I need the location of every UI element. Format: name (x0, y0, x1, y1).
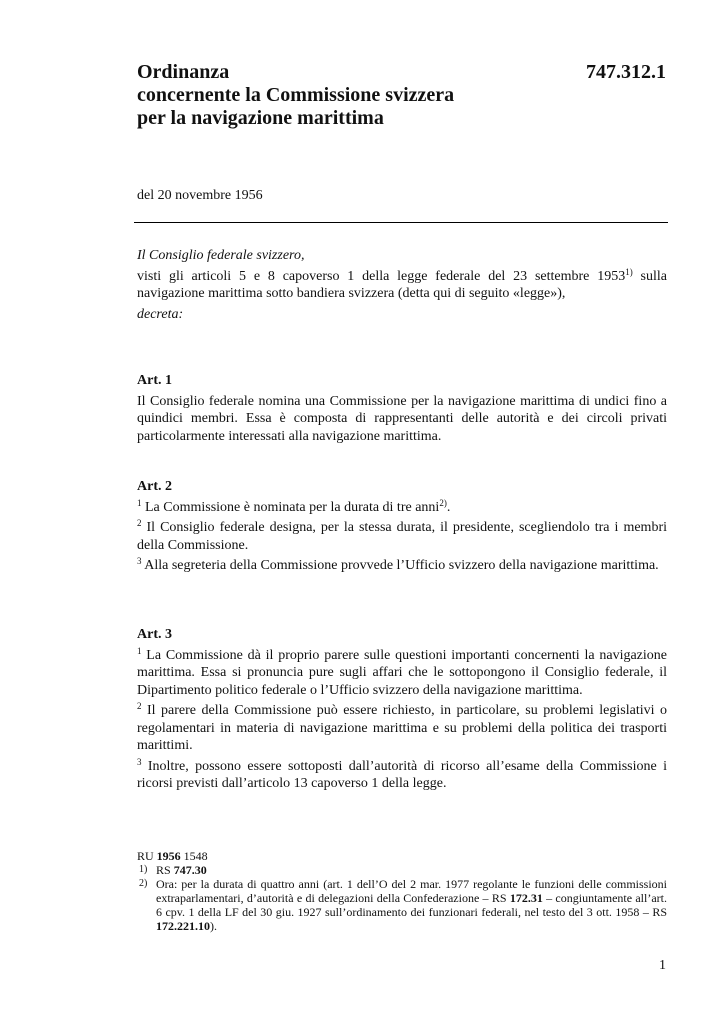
title-line-2: concernente la Commissione svizzera (137, 84, 455, 106)
para-text: Il parere della Commissione può essere richiesto, in particolare, su problemi legislativi o regolamentari in materia di navigazione marittima e su problemi della politica dei trasporti marittimi. (137, 703, 667, 753)
article-3-para-1 (137, 647, 667, 700)
page-number: 1 (659, 958, 666, 973)
article-1 (137, 372, 667, 448)
title-line-3: per la navigazione marittima (137, 107, 384, 129)
para-number: 3 (137, 756, 142, 767)
para-number: 2 (137, 518, 142, 528)
article-2-para-2 (137, 519, 667, 554)
para-text: La Commissione è nominata per la durata di tre anni (141, 499, 440, 515)
footnote-ref-2[interactable]: 2) (439, 497, 447, 508)
para-number: 3 (137, 556, 142, 566)
preamble-visti-b: sulla navigazione marittima sotto bandiera svizzera (detta qui di seguito «legge»), (137, 268, 667, 301)
footnote-2-text (156, 877, 667, 933)
preamble-visti-a: visti gli articoli 5 e 8 capoverso 1 della legge federale del 23 settembre 1953 (137, 268, 626, 284)
fn2-rs-ref-2[interactable]: 172.221.10 (156, 919, 210, 933)
preamble-authority: Il Consiglio federale svizzero, (137, 248, 305, 263)
footnote-ref-1[interactable]: 1) (625, 266, 633, 277)
article-3-para-2 (137, 702, 667, 755)
preamble-decreta: decreta: (137, 306, 184, 322)
preamble (137, 247, 667, 326)
article-2-para-1 (137, 499, 667, 517)
footnote-2 (137, 877, 667, 933)
para-number: 1 (137, 645, 142, 656)
fn2-part-a: Ora: per la durata di quattro anni (art. 1 dell’O del 2 mar. 1977 regolante le funzioni delle commissioni extraparlamentari, d’autorità e di delegazioni della Confederazione – RS (156, 877, 667, 905)
footnote-2-mark: 2) (139, 878, 148, 889)
fn2-rs-ref-1[interactable]: 172.31 (509, 891, 543, 905)
fn2-part-c: ). (210, 919, 217, 933)
ru-year: 1956 (156, 849, 181, 863)
preamble-visti (137, 268, 667, 303)
ru-prefix: RU (137, 849, 157, 863)
footnote-1 (137, 863, 667, 877)
para-end: . (446, 499, 451, 515)
fn2-part-b: – congiuntamente all’art. 6 cpv. 1 della LF del 30 giu. 1927 sull’ordinamento dei funzionari federali, nel testo del 3 ott. 1958 – RS (156, 891, 667, 919)
footnotes (137, 849, 667, 933)
title-line-1: Ordinanza (137, 61, 230, 83)
article-2-para-3 (137, 557, 667, 575)
article-1-heading: Art. 1 (137, 373, 172, 388)
article-2-heading: Art. 2 (137, 479, 172, 494)
document-date: del 20 novembre 1956 (137, 188, 263, 203)
article-1-text: Il Consiglio federale nomina una Commissione per la navigazione marittima di undici fino a quindici membri. Essa è composta di rappresentanti delle autorità e dei circoli privati particolarmente interessati alla navigazione marittima. (137, 393, 667, 444)
fn1-rs-ref[interactable]: 747.30 (173, 863, 207, 877)
fn1-prefix: RS (156, 863, 174, 877)
document-title (137, 61, 454, 130)
para-text: La Commissione dà il proprio parere sulle questioni importanti concernenti la navigazione marittima. Essa si pronuncia pure sugli affari che le sottopongono il Consiglio federale, il Dipartimento politico federale o l’Ufficio svizzero della navigazione marittima. (137, 647, 667, 698)
footnote-1-text (156, 863, 667, 877)
article-3-para-3 (137, 758, 667, 793)
ru-page: 1548 (180, 849, 208, 863)
para-text: Inoltre, possono essere sottoposti dall’autorità di ricorso all’esame della Commissione i ricorsi previsti dall’articolo 13 capoverso 1 della legge. (137, 758, 667, 791)
header-divider (134, 222, 668, 223)
ru-reference (137, 849, 667, 863)
article-2 (137, 478, 667, 578)
para-text: Alla segreteria della Commissione provvede l’Ufficio svizzero della navigazione marittima. (141, 558, 659, 573)
para-number: 1 (137, 497, 142, 508)
footnote-1-mark: 1) (139, 864, 148, 875)
systematic-number: 747.312.1 (586, 61, 666, 83)
article-3-heading: Art. 3 (137, 627, 172, 642)
para-text: Il Consiglio federale designa, per la stessa durata, il presidente, scegliendolo tra i membri della Commissione. (137, 520, 667, 553)
para-number: 2 (137, 701, 142, 711)
article-3 (137, 626, 667, 796)
